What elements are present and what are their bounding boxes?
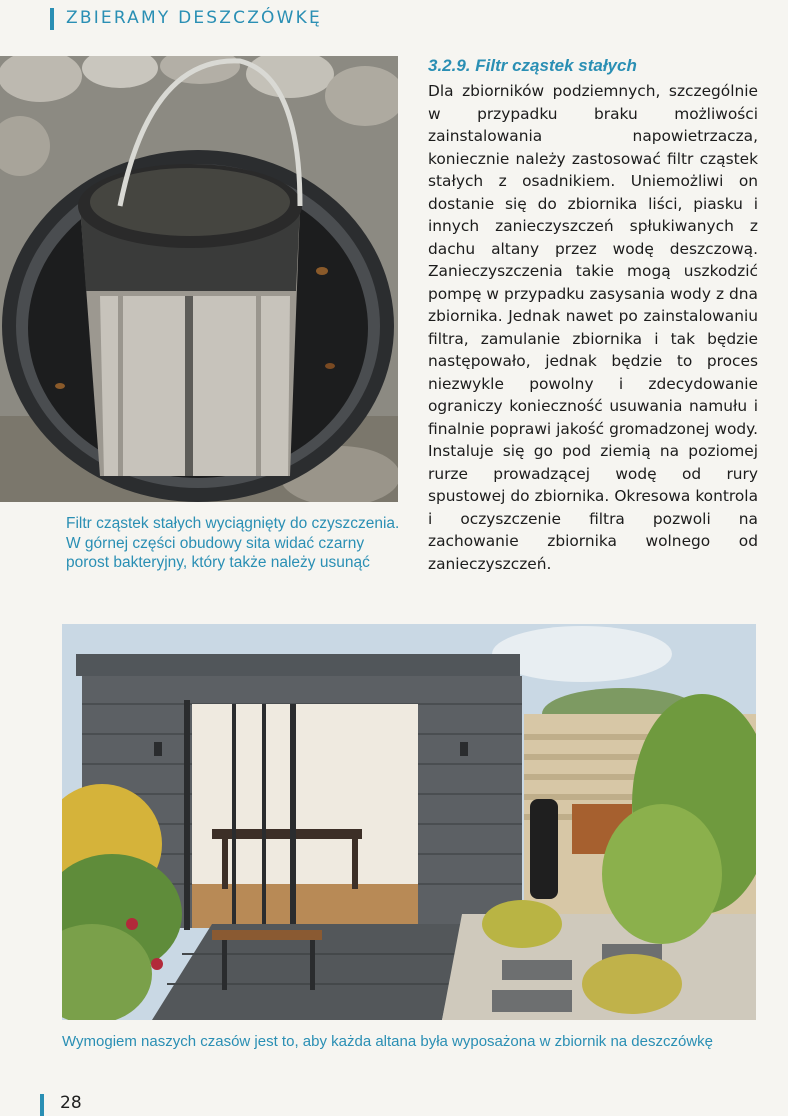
filter-photo-caption: Filtr cząstek stałych wyciągnięty do czyszczenia. W górnej części obudowy sita widać czarny porost bakteryjny, który także należy usunąć: [66, 515, 400, 571]
header-accent-bar: [50, 8, 54, 30]
running-header: ZBIERAMY DESZCZÓWKĘ: [66, 8, 322, 28]
section-body: Dla zbiorników podziemnych, szczególnie w przypadku braku możliwości zainstalowania napowietrzacza, koniecznie należy zastosować filtr cząstek stałych z osadnikiem. Uniemożliwi on dostanie się do zbiornika liści, piasku i innych zanieczyszczeń spłukiwanych z dachu altany przez wodę deszczową. Zanieczyszczenia takie mogą uszkodzić pompę w przypadku zasysania wody z dna zbiornika. Jednak nawet po zainstalowaniu filtra, zamulanie zbiornika i tak będzie następowało, jednak będzie to proces niezwykle powolny i zdecydowanie ograniczy konieczność usuwania namułu i finalnie poprawi jakość gromadzonej wody. Instaluje się go pod ziemią na poziomej rurze prowadzącej wodę od rury spustowej do zbiornika. Okresowa kontrola i oczyszczenie filtra pozwoli na zachowanie zbiornika wolnego od zanieczyszczeń.: [428, 82, 758, 573]
section-3-2-9: [428, 56, 758, 575]
section-heading: 3.2.9. Filtr cząstek stałych: [428, 56, 637, 75]
garden-photo-caption: Wymogiem naszych czasów jest to, aby każda altana była wyposażona w zbiornik na deszczówkę: [62, 1033, 714, 1050]
footer-accent-bar: [40, 1094, 44, 1116]
garden-photo: [62, 624, 756, 1020]
filter-photo: [0, 56, 398, 502]
page-number: 28: [60, 1093, 82, 1113]
